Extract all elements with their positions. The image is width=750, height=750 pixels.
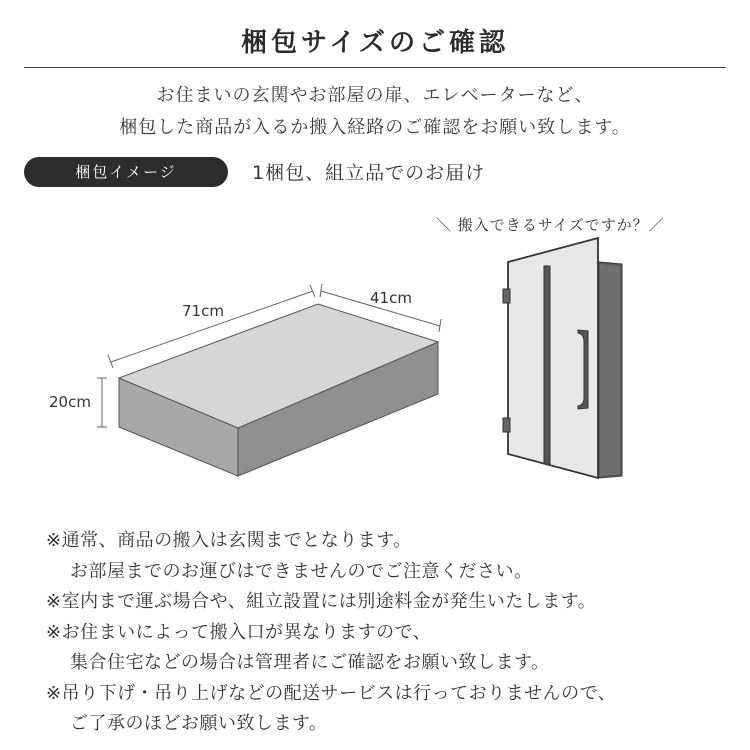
depth-label: 41cm — [370, 289, 412, 307]
note-line: ※室内まで運ぶ場合や、組立設置には別途料金が発生いたします。 — [46, 591, 597, 612]
note-line: ご了承のほどお願い致します。 — [70, 713, 328, 734]
intro-line-1: お住まいの玄関やお部屋の扉、エレベーターなど、 — [156, 85, 594, 106]
door-groove — [544, 266, 550, 464]
height-label: 20cm — [49, 393, 91, 411]
note-line: お部屋までのお運びはできませんのでご注意ください。 — [70, 560, 533, 582]
door-question: ＼ 搬入できるサイズですか？／ — [436, 216, 665, 234]
note-line: ※お住まいによって搬入口が異なりますので、 — [46, 621, 432, 643]
page-title: 梱包サイズのご確認 — [241, 28, 509, 58]
note-line: ※吊り下げ・吊り上げなどの配送サービスは行っておりませんので、 — [46, 682, 617, 704]
package-caption: 1梱包、組立品でのお届け — [252, 162, 486, 184]
notes-list — [46, 526, 616, 740]
door-hinge-icon — [503, 289, 510, 303]
note-line: ※通常、商品の搬入は玄関までとなります。 — [46, 530, 412, 551]
width-label: 71cm — [182, 302, 224, 320]
note-line: 集合住宅などの場合は管理者にご確認をお願い致します。 — [70, 652, 550, 673]
package-image-badge: 梱包イメージ — [24, 157, 228, 187]
box-icon — [119, 304, 438, 476]
door-frame-edge — [600, 264, 620, 476]
height-dimension — [97, 378, 107, 427]
door-icon — [503, 238, 622, 478]
door-hinge-icon — [503, 418, 510, 432]
intro-line-2: 梱包した商品が入るか搬入経路のご確認をお願い致します。 — [119, 117, 631, 138]
